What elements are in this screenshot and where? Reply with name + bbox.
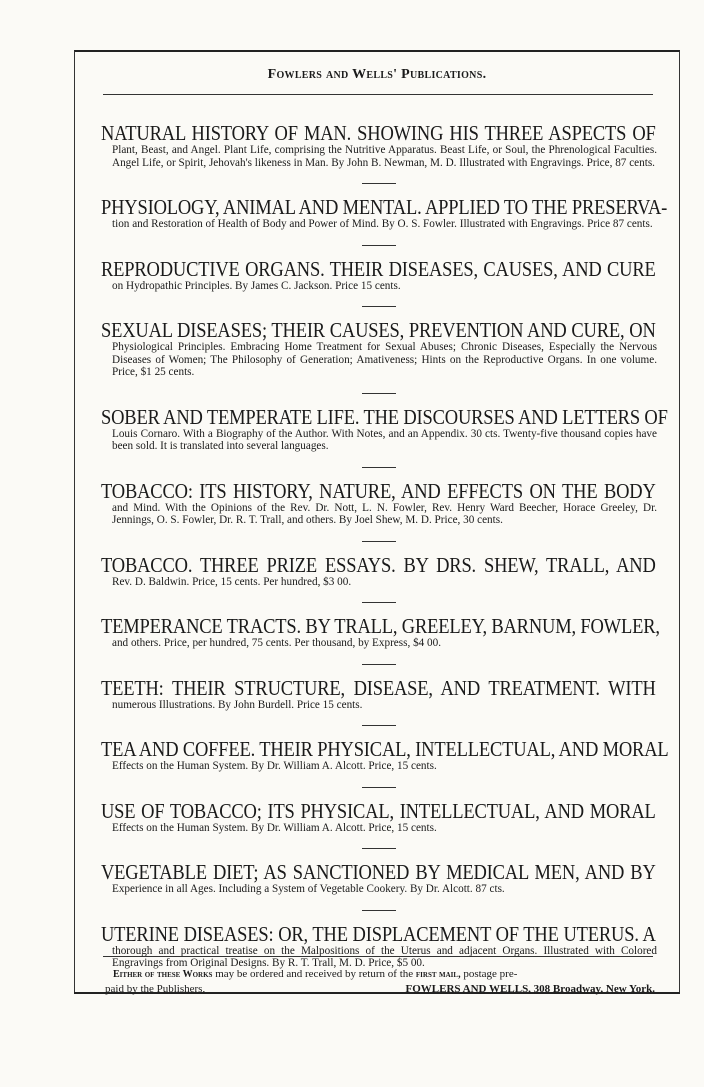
entry-title: REPRODUCTIVE ORGANS. THEIR DISEASES, CAUSES, AND CURE [101,256,656,281]
entry [101,195,668,231]
entry [101,480,657,527]
entry-title: SEXUAL DISEASES; THEIR CAUSES, PREVENTION AND CURE, ON [101,318,656,342]
entry [101,614,660,650]
entry [101,923,657,970]
entry-title: SOBER AND TEMPERATE LIFE. THE DISCOURSES AND LETTERS OF [101,404,668,429]
entry-description: Effects on the Human System. By Dr. William A. Alcott. Price, 15 cents. [112,760,437,772]
footer-text-2: postage pre- [460,968,518,980]
entry-title: TOBACCO. THREE PRIZE ESSAYS. BY DRS. SHEW, TRALL, AND [101,552,656,577]
entry-description: numerous Illustrations. By John Burdell. Price 15 cents. [112,698,363,711]
footer-line-1 [103,967,655,982]
footer-publisher: FOWLERS AND WELLS, 308 Broadway, New York. [405,983,655,995]
entry [101,319,657,379]
entry-title: TEETH: THEIR STRUCTURE, DISEASE, AND TREATMENT. WITH [101,675,656,700]
entry-separator [362,664,396,665]
entry-separator [362,541,396,542]
entry-separator [362,393,396,394]
entry-title: NATURAL HISTORY OF MAN. SHOWING HIS THREE ASPECTS OF [101,121,656,145]
entry-description: Rev. D. Baldwin. Price, 15 cents. Per hundred, $3 00. [112,575,352,588]
footer-mail: first mail, [415,969,461,980]
entry [101,737,669,773]
entry-description: thorough and practical treatise on the Malpositions of the Uterus and adjacent Organs. Illustrated with Colored Engravings from Original Designs. By R. T. Trall, M. D. Price, $5 00. [112,944,657,969]
entry [101,861,657,896]
entry-description: Plant, Beast, and Angel. Plant Life, comprising the Nutritive Apparatus. Beast Life, or Soul, the Phrenological Faculties. Angel Life, or Spirit, Jehovah's likeness in Man. By John B. Newman, M. D. Illustrated with Engravings. Price, 87 cents. [112,144,657,169]
entry [101,554,657,589]
entry-description: tion and Restoration of Health of Body and Power of Mind. By O. S. Fowler. Illustrated with Engravings. Price 87 cents. [112,218,653,230]
footer-text-3: paid by the Publishers, [105,983,206,995]
entry-separator [362,183,396,184]
entry [101,404,668,453]
frame-bottom-rule [74,992,680,994]
entry [101,122,657,169]
entry-description: Louis Cornaro. With a Biography of the Author. With Notes, and an Appendix. 30 cts. Twenty-five thousand copies have been sold. It is translated into several languages. [112,427,657,452]
entry-separator [362,245,396,246]
page-frame [74,50,680,993]
footer-text-1: may be ordered and received by return of the [212,968,416,980]
header-rule [103,94,653,95]
entry [101,800,657,835]
entry-title: UTERINE DISEASES: OR, THE DISPLACEMENT OF THE UTERUS. A [101,921,656,946]
entry-title: USE OF TOBACCO; ITS PHYSICAL, INTELLECTUAL, AND MORAL [101,798,656,823]
entry-description: Effects on the Human System. By Dr. William A. Alcott. Price, 15 cents. [112,821,437,834]
entry-separator [362,787,396,788]
entry-description: Physiological Principles. Embracing Home Treatment for Sexual Abuses; Chronic Diseases, Especially the Nervous Diseases of Women; The Philosophy of Generation; Amativeness; Hints on the Reproductive Organs. In one volume. Price, $1 25 cents. [112,341,657,378]
entry-title: TEMPERANCE TRACTS. BY TRALL, GREELEY, BARNUM, FOWLER, [101,614,660,638]
entry-description: on Hydropathic Principles. By James C. Jackson. Price 15 cents. [112,279,401,292]
entry-separator [362,602,396,603]
entries-list [101,102,669,970]
footer-rule [103,956,653,957]
entry-separator [362,725,396,726]
entry-description: and others. Price, per hundred, 75 cents. Per thousand, by Express, $4 00. [112,637,442,649]
entry [101,677,657,712]
page-header: Fowlers and Wells' Publications. [267,67,487,82]
entry-separator [362,467,396,468]
entry-title: VEGETABLE DIET; AS SANCTIONED BY MEDICAL MEN, AND BY [101,860,656,884]
entry-separator [362,848,396,849]
entry-title: TOBACCO: ITS HISTORY, NATURE, AND EFFECTS ON THE BODY [101,478,656,503]
footer-lead: Either of these Works [113,969,213,980]
entry-title: PHYSIOLOGY, ANIMAL AND MENTAL. APPLIED TO THE PRESERVA- [101,195,668,219]
entry-title: TEA AND COFFEE. THEIR PHYSICAL, INTELLECTUAL, AND MORAL [101,737,669,761]
entry-description: and Mind. With the Opinions of the Rev. Dr. Nott, L. N. Fowler, Rev. Henry Ward Beecher, Horace Greeley, Dr. Jennings, O. S. Fowler, Dr. R. T. Trall, and others. By Joel Shew, M. D. Price, 30 cents. [112,501,657,526]
entry-separator [362,306,396,307]
entry [101,258,657,293]
entry-description: Experience in all Ages. Including a System of Vegetable Cookery. By Dr. Alcott. 87 cts. [112,883,505,895]
entry-separator [362,910,396,911]
